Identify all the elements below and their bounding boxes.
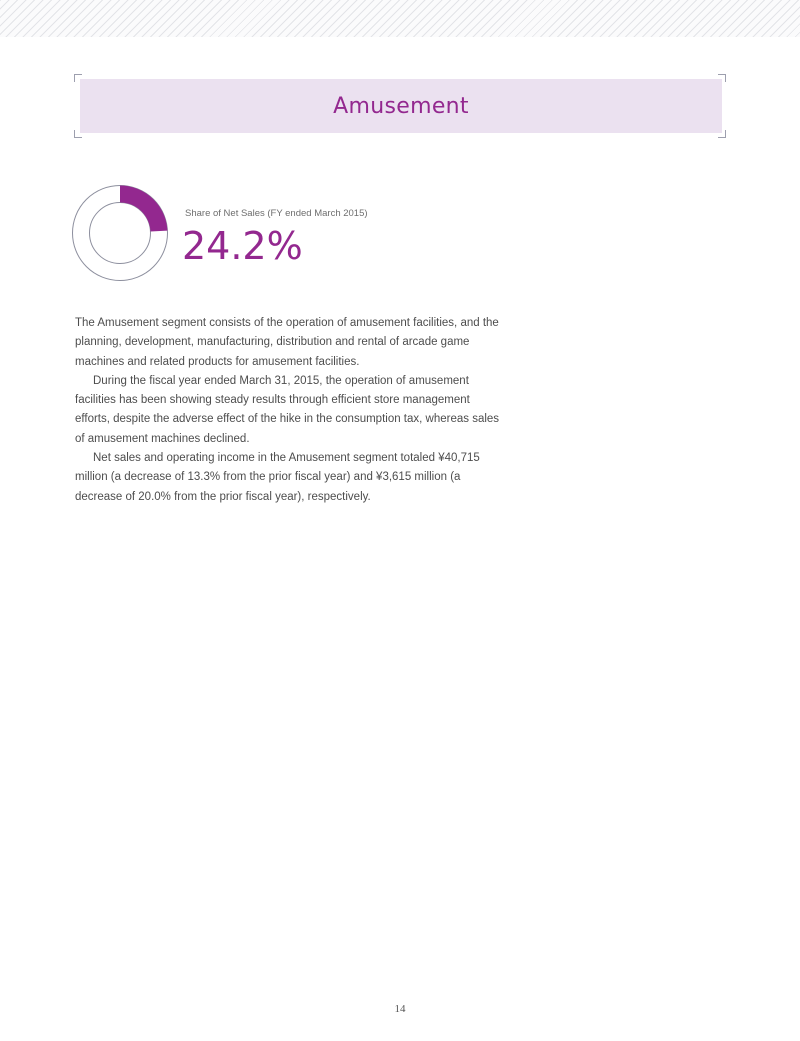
body-text [75, 314, 505, 507]
share-donut-chart [71, 184, 169, 282]
share-label: Share of Net Sales (FY ended March 2015) [185, 208, 368, 219]
donut-inner-ring [90, 203, 151, 264]
body-paragraph: The Amusement segment consists of the operation of amusement facilities, and the planning, development, manufacturing, distribution and rental of arcade game machines and related products for amusement facilities. [75, 317, 499, 368]
section-title: Amusement [333, 93, 469, 119]
header-pattern-band [0, 0, 800, 37]
page-number: 14 [394, 1003, 406, 1015]
body-paragraph: During the fiscal year ended March 31, 2015, the operation of amusement facilities has been showing steady results through efficient store management efforts, despite the adverse effect of the hike in the consumption tax, whereas sales of amusement machines declined. [75, 374, 500, 445]
body-paragraph: Net sales and operating income in the Amusement segment totaled ¥40,715 million (a decrease of 13.3% from the prior fiscal year) and ¥3,615 million (a decrease of 20.0% from the prior fiscal year), respectively. [75, 452, 480, 503]
share-value: 24.2% [182, 224, 303, 268]
section-title-box [80, 79, 722, 133]
donut-share-segment [120, 186, 167, 232]
section-title-frame [74, 74, 726, 138]
